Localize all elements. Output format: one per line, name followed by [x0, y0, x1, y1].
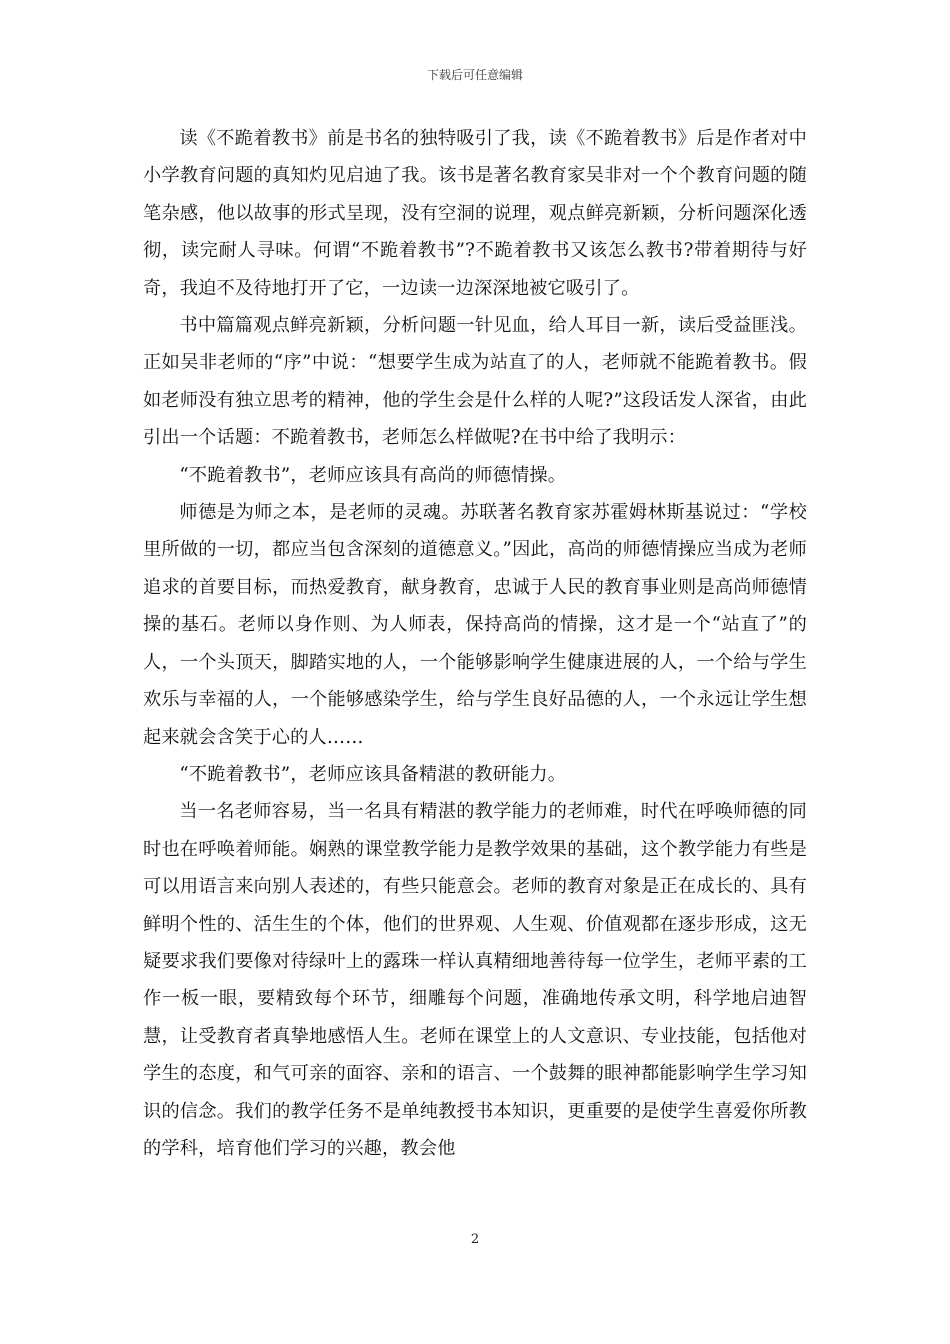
page-number: 2 [470, 1232, 480, 1247]
body-text [143, 120, 807, 1167]
section-heading: “不跪着教书”，老师应该具有高尚的师德情操。 [179, 464, 567, 486]
paragraph: 当一名老师容易，当一名具有精湛的教学能力的老师难，时代在呼唤师德的同时也在呼唤着师能。娴熟的课堂教学能力是教学效果的基础，这个教学能力有些是可以用语言来向别人表述的，有些只能意会。老师的教育对象是正在成长的、具有鲜明个性的、活生生的个体，他们的世界观、人生观、价值观都在逐步形成，这无疑要求我们要像对待绿叶上的露珠一样认真精细地善待每一位学生，老师平素的工作一板一眼，要精致每个环节，细雕每个问题，准确地传承文明，科学地启迪智慧，让受教育者真挚地感悟人生。老师在课堂上的人文意识、专业技能，包括他对学生的态度，和气可亲的面容、亲和的语言、一个鼓舞的眼神都能影响学生学习知识的信念。我们的教学任务不是单纯教授书本知识，更重要的是使学生喜爱你所教的学科，培育他们学习的兴趣，教会他 [143, 801, 807, 1159]
page-header: 下载后可任意编辑 [426, 68, 523, 82]
section-heading: “不跪着教书”，老师应该具备精湛的教研能力。 [179, 763, 567, 785]
paragraph: 师德是为师之本，是老师的灵魂。苏联著名教育家苏霍姆林斯基说过：“学校里所做的一切，都应当包含深刻的道德意义。”因此，高尚的师德情操应当成为老师追求的首要目标，而热爱教育，献身教育，忠诚于人民的教育事业则是高尚师德情操的基石。老师以身作则、为人师表，保持高尚的情操，这才是一个“站直了”的人，一个头顶天，脚踏实地的人，一个能够影响学生健康进展的人，一个给与学生欢乐与幸福的人，一个能够感染学生，给与学生良好品德的人，一个永远让学生想起来就会含笑于心的人…… [143, 502, 807, 748]
paragraph: 书中篇篇观点鲜亮新颖，分析问题一针见血，给人耳目一新，读后受益匪浅。正如吴非老师的“序”中说：“想要学生成为站直了的人，老师就不能跪着教书。假如老师没有独立思考的精神，他的学生会是什么样的人呢?”这段话发人深省，由此引出一个话题：不跪着教书，老师怎么样做呢?在书中给了我明示： [143, 315, 807, 449]
paragraph: 读《不跪着教书》前是书名的独特吸引了我，读《不跪着教书》后是作者对中小学教育问题的真知灼见启迪了我。该书是著名教育家吴非对一个个教育问题的随笔杂感，他以故事的形式呈现，没有空洞的说理，观点鲜亮新颖，分析问题深化透彻，读完耐人寻味。何谓“不跪着教书”?不跪着教书又该怎么教书?带着期待与好奇，我迫不及待地打开了它，一边读一边深深地被它吸引了。 [143, 128, 807, 299]
